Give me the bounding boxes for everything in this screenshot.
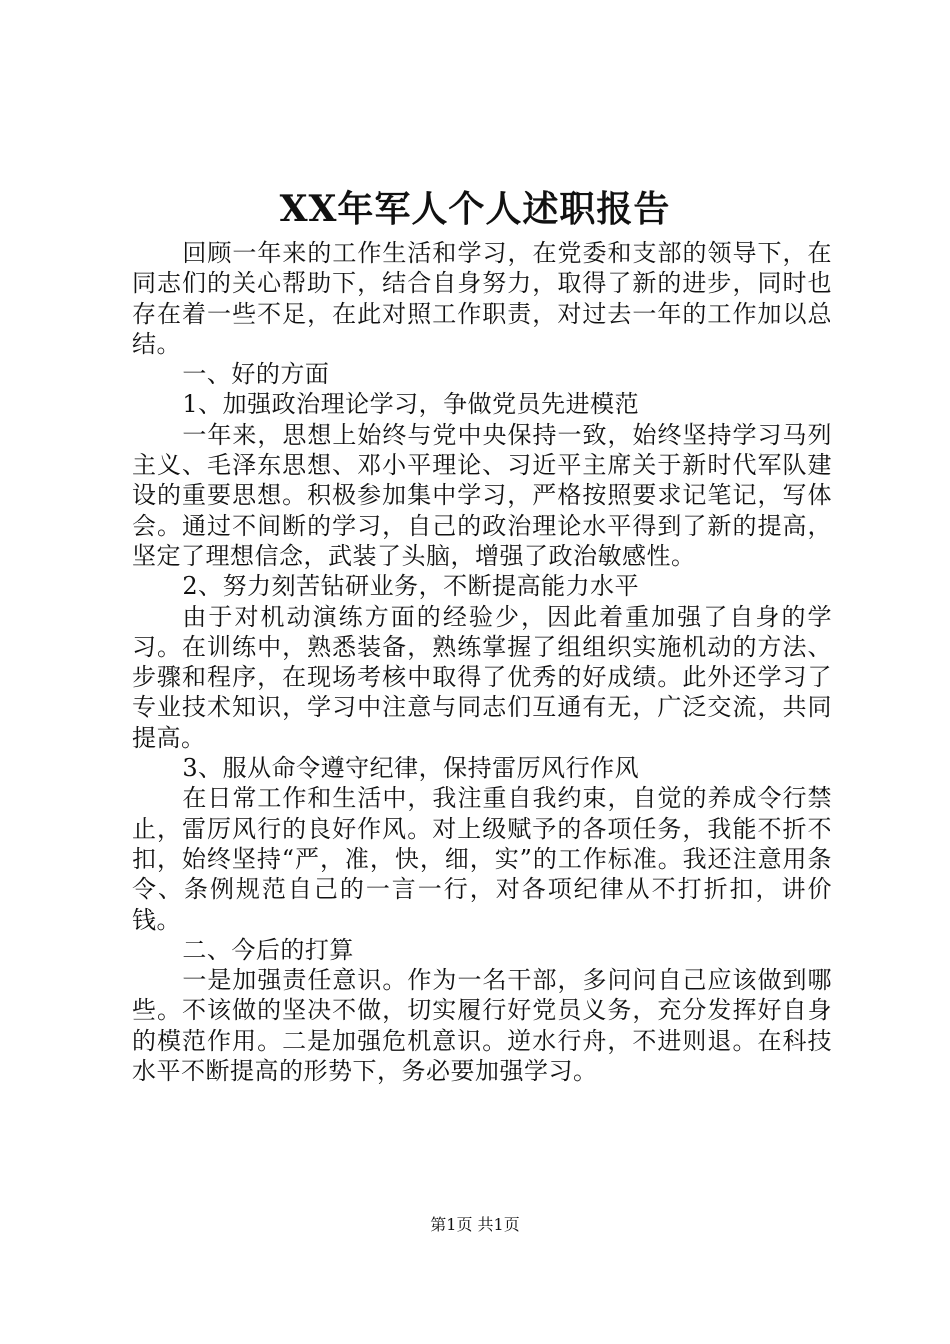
paragraph-discipline: 在日常工作和生活中，我注重自我约束，自觉的养成令行禁止，雷厉风行的良好作风。对上级赋予的各项任务，我能不折不扣，始终坚持“严，准，快，细，实”的工作标准。我还注意用条令、条例规范自己的一言一行，对各项纪律从不打折扣，讲价钱。 — [132, 784, 832, 934]
section-heading-future-plans: 二、今后的打算 — [182, 935, 354, 964]
intro-paragraph: 回顾一年来的工作生活和学习，在党委和支部的领导下，在同志们的关心帮助下，结合自身努力，取得了新的进步，同时也存在着一些不足，在此对照工作职责，对过去一年的工作加以总结。 — [132, 239, 832, 358]
page-footer: 第1页 共1页 — [430, 1215, 520, 1234]
paragraph-professional-skill: 由于对机动演练方面的经验少，因此着重加强了自身的学习。在训练中，熟悉装备，熟练掌握了组组织实施机动的方法、步骤和程序，在现场考核中取得了优秀的好成绩。此外还学习了专业技术知识，学习中注意与同志们互通有无，广泛交流，共同提高。 — [132, 602, 832, 752]
subheading-discipline: 3、服从命令遵守纪律，保持雷厉风行作风 — [182, 754, 640, 783]
subheading-professional-skill: 2、努力刻苦钻研业务，不断提高能力水平 — [182, 572, 640, 601]
section-heading-good-aspects: 一、好的方面 — [182, 360, 330, 389]
subheading-political-study: 1、加强政治理论学习，争做党员先进模范 — [182, 390, 640, 419]
document-title: XX年军人个人述职报告 — [279, 188, 671, 230]
paragraph-political-study: 一年来，思想上始终与党中央保持一致，始终坚持学习马列主义、毛泽东思想、邓小平理论、习近平主席关于新时代军队建设的重要思想。积极参加集中学习，严格按照要求记笔记，写体会。通过不间断的学习，自己的政治理论水平得到了新的提高，坚定了理想信念，武装了头脑，增强了政治敏感性。 — [132, 420, 832, 570]
paragraph-future-plans: 一是加强责任意识。作为一名干部，多问问自己应该做到哪些。不该做的坚决不做，切实履行好党员义务，充分发挥好自身的模范作用。二是加强危机意识。逆水行舟，不进则退。在科技水平不断提高的形势下，务必要加强学习。 — [132, 966, 832, 1086]
document-body — [132, 238, 832, 1086]
